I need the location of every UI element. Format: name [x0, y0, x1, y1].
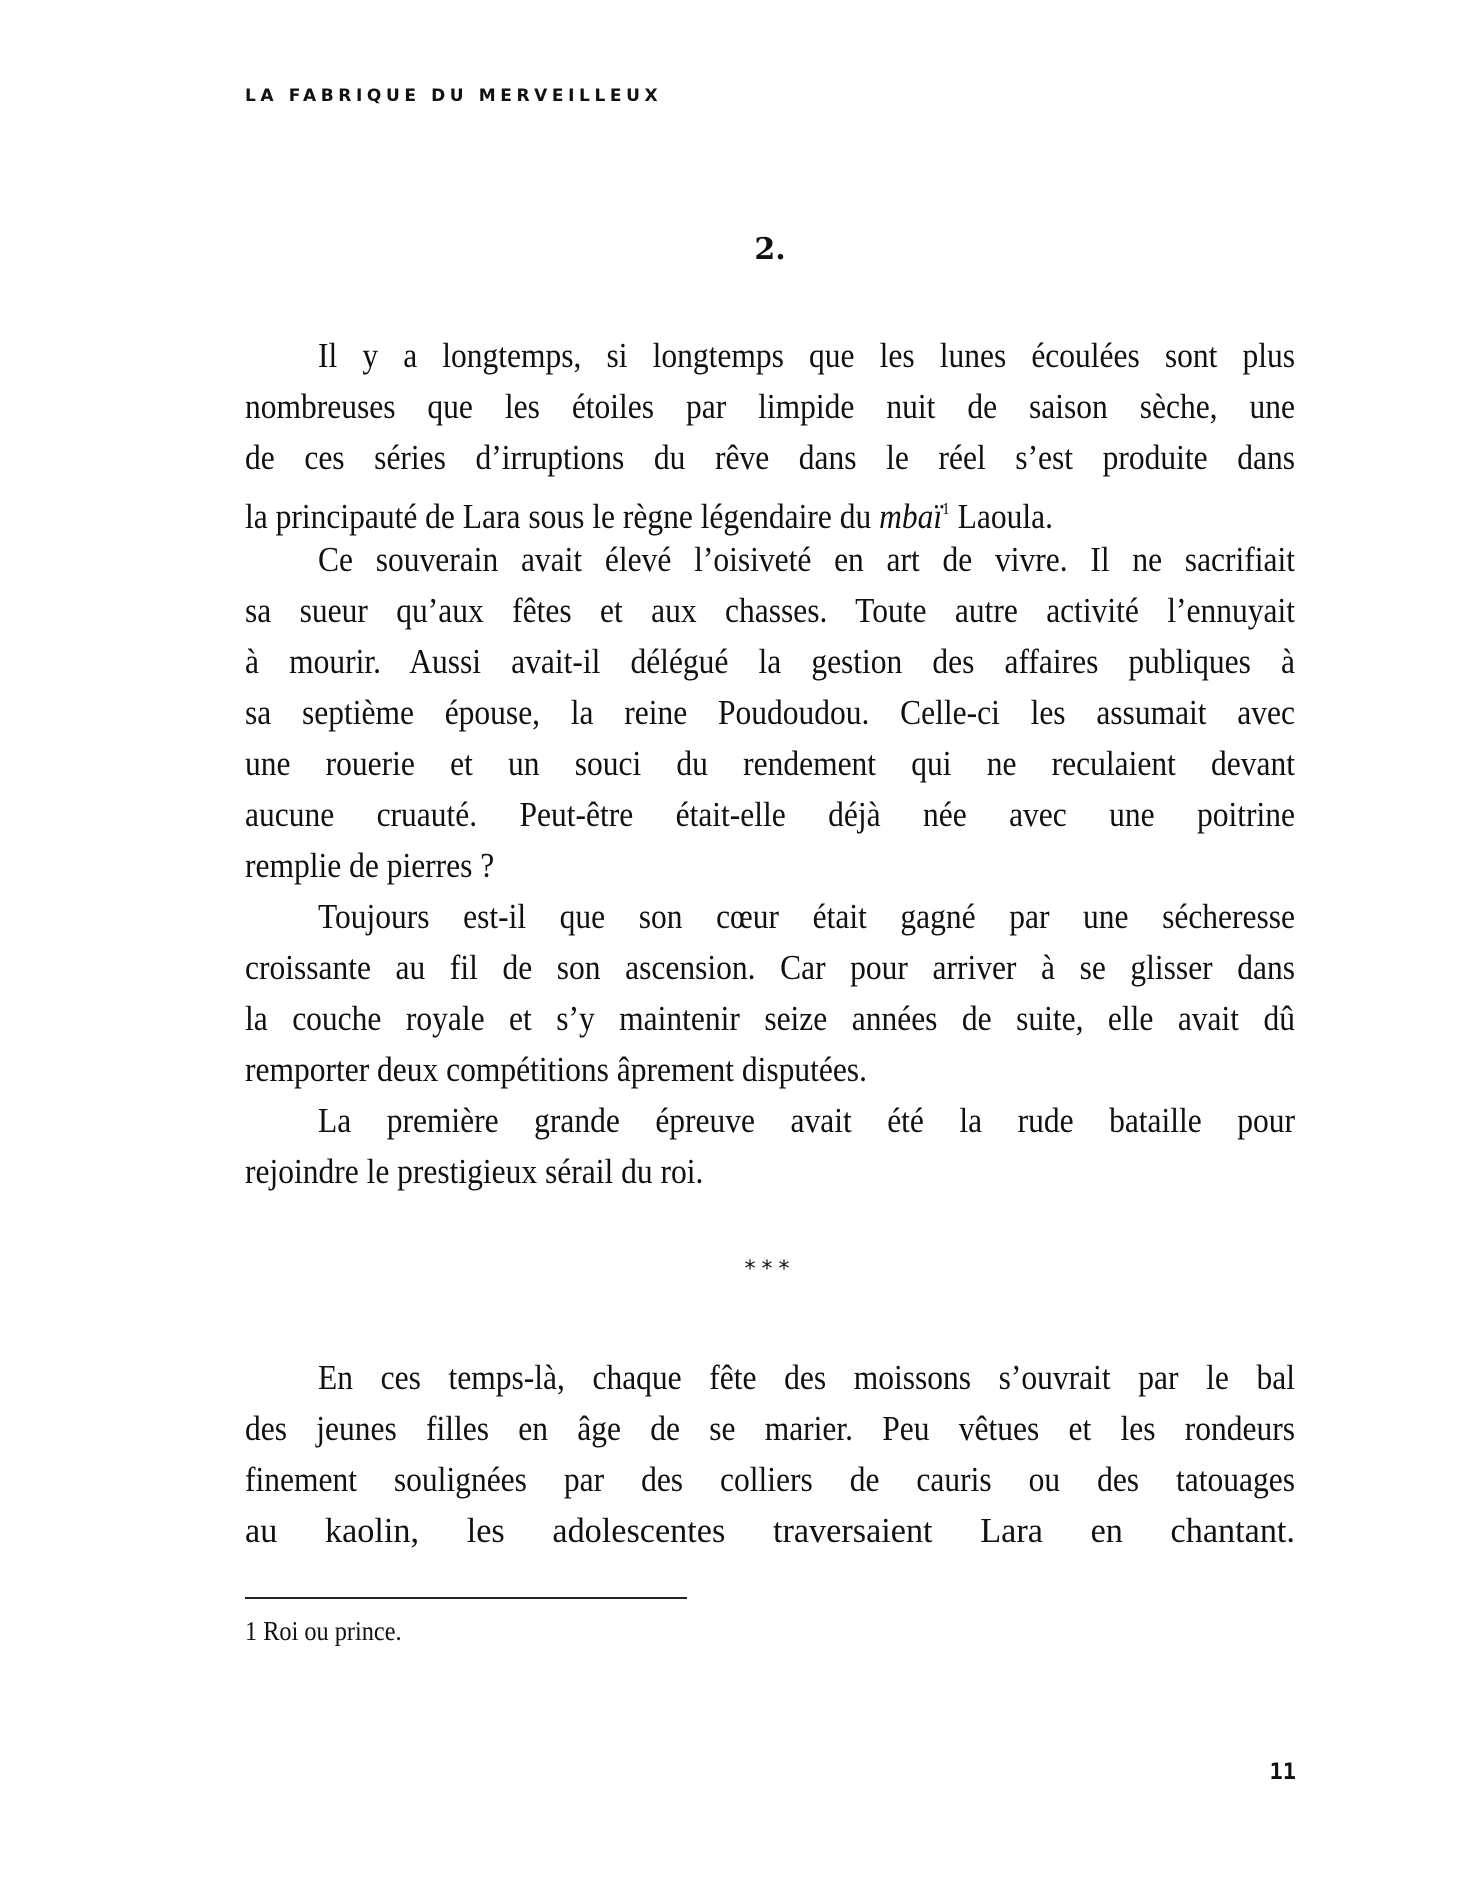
footnote: [245, 1613, 419, 1649]
line-text: à mourir. Aussi avait-il délégué la gestion des affaires publiques à: [245, 642, 1295, 681]
line-text: la principauté de Lara sous le règne légendaire du: [245, 497, 880, 536]
line-text: finement soulignées par des colliers de cauris ou des tatouages: [245, 1460, 1295, 1499]
line-text: remplie de pierres ?: [245, 846, 495, 885]
line-text: sa sueur qu’aux fêtes et aux chasses. Toute autre activité l’ennuyait: [245, 591, 1295, 630]
line-text: sa septième épouse, la reine Poudoudou. Celle-ci les assumait avec: [245, 693, 1295, 732]
line-text: Toujours est-il que son cœur était gagné par une sécheresse: [318, 897, 1295, 936]
running-head: LA FABRIQUE DU MERVEILLEUX: [245, 86, 663, 106]
text-line: [245, 1095, 1295, 1146]
line-text: En ces temps-là, chaque fête des moissons s’ouvrait par le bal: [318, 1358, 1295, 1397]
text-line: [245, 432, 1295, 483]
text-line: [245, 840, 1295, 891]
text-line: [245, 483, 1295, 534]
text-line: [245, 942, 1295, 993]
footnote-reference[interactable]: 1: [942, 499, 950, 518]
text-line: [245, 789, 1295, 840]
line-text: de ces séries d’irruptions du rêve dans le réel s’est produite dans: [245, 438, 1295, 477]
text-line: [245, 1403, 1295, 1454]
line-text: nombreuses que les étoiles par limpide nuit de saison sèche, une: [245, 387, 1295, 426]
text-line: [245, 738, 1295, 789]
footnote-text: Roi ou prince.: [263, 1616, 402, 1646]
footnote-rule: [245, 1597, 687, 1599]
line-text: des jeunes filles en âge de se marier. Peu vêtues et les rondeurs: [245, 1409, 1295, 1448]
text-line: [245, 687, 1295, 738]
line-text: au kaolin, les adolescentes traversaient Lara en chantant.: [245, 1511, 1295, 1550]
footnote-number: 1: [245, 1616, 258, 1646]
text-line: [245, 1505, 1295, 1556]
line-text: la couche royale et s’y maintenir seize années de suite, elle avait dû: [245, 999, 1295, 1038]
line-text: Laoula.: [949, 497, 1053, 536]
text-line: [245, 891, 1295, 942]
line-text: croissante au fil de son ascension. Car pour arriver à se glisser dans: [245, 948, 1295, 987]
text-line: [245, 381, 1295, 432]
line-text: La première grande épreuve avait été la rude bataille pour: [318, 1101, 1295, 1140]
line-text: rejoindre le prestigieux sérail du roi.: [245, 1152, 704, 1191]
page-number: 11: [1269, 1760, 1296, 1785]
text-line: [245, 1146, 1295, 1197]
chapter-number: 2.: [754, 232, 786, 267]
line-text: une rouerie et un souci du rendement qui ne reculaient devant: [245, 744, 1295, 783]
text-line: [245, 1454, 1295, 1505]
text-line: [245, 1044, 1295, 1095]
line-text: Il y a longtemps, si longtemps que les lunes écoulées sont plus: [318, 336, 1295, 375]
line-text: aucune cruauté. Peut-être était-elle déjà née avec une poitrine: [245, 795, 1295, 834]
text-line: [245, 993, 1295, 1044]
text-line: [245, 1352, 1295, 1403]
italic-term: mbaï: [879, 497, 943, 536]
text-line: [245, 585, 1295, 636]
line-text: remporter deux compétitions âprement disputées.: [245, 1050, 867, 1089]
text-line: [245, 534, 1295, 585]
text-line: [245, 636, 1295, 687]
section-separator: ***: [744, 1257, 796, 1282]
line-text: Ce souverain avait élevé l’oisiveté en art de vivre. Il ne sacrifiait: [318, 540, 1295, 579]
text-line: [245, 330, 1295, 381]
